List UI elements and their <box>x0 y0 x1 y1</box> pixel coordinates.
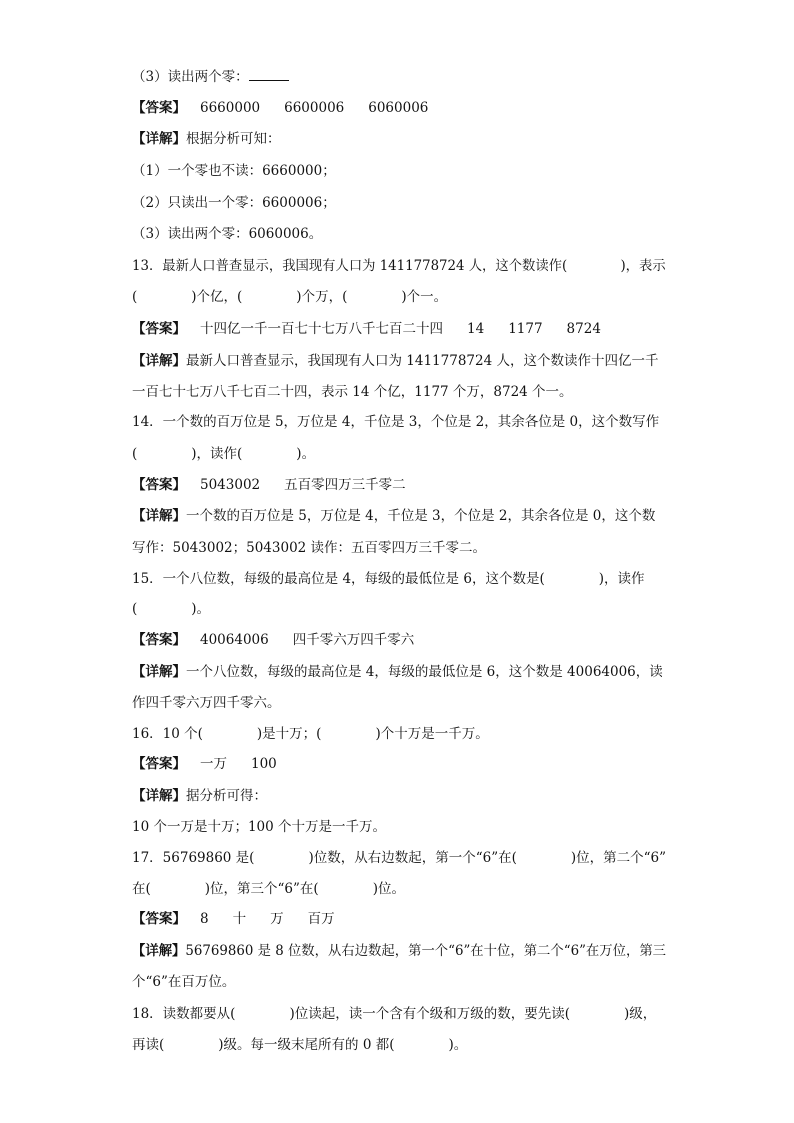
q15-question: 15．一个八位数，每级的最高位是 4，每级的最低位是 6，这个数是( )，读作 <box>132 571 645 587</box>
q13-question: 13．最新人口普查显示，我国现有人口为 1411778724 人，这个数读作( )，表示 <box>132 258 666 274</box>
q17-question-cont: 在( )位，第三个“6”在( )位。 <box>132 881 405 897</box>
answer-value: 6660000 <box>200 100 261 116</box>
answer-blank[interactable] <box>249 68 289 81</box>
answer-value: 6060006 <box>368 100 429 116</box>
answer-label: 【答案】 <box>132 321 186 337</box>
q12-detail-line: （2）只读出一个零：6600006； <box>132 195 336 211</box>
q12-detail-line: （3）读出两个零：6060006。 <box>132 226 323 242</box>
answer-value: 5043002 <box>200 477 261 493</box>
q13-question-cont: ( )个亿，( )个万，( )个一。 <box>132 289 448 305</box>
q12-answer <box>132 100 428 116</box>
q15-detail: 【详解】一个八位数，每级的最高位是 4，每级的最低位是 6，这个数是 40064006，读 <box>132 664 663 680</box>
q14-answer <box>132 477 406 493</box>
detail-label: 【详解】 <box>132 508 186 524</box>
answer-label: 【答案】 <box>132 100 186 116</box>
q13-detail-cont: 一百七十七万八千七百二十四，表示 14 个亿，1177 个万，8724 个一。 <box>132 384 573 400</box>
q14-question: 14．一个数的百万位是 5，万位是 4，千位是 3，个位是 2，其余各位是 0，这个数写作 <box>132 414 660 430</box>
q17-detail: 【详解】56769860 是 8 位数，从右边数起，第一个“6”在十位，第二个“6”在万位，第三 <box>132 943 667 959</box>
q18-question: 18．读数都要从( )位读起，读一个含有个级和万级的数，要先读( )级， <box>132 1006 657 1022</box>
q15-answer <box>132 632 414 648</box>
answer-value: 8 <box>200 911 209 927</box>
q14-detail-cont: 写作：5043002；5043002 读作：五百零四万三千零二。 <box>132 540 487 556</box>
detail-label: 【详解】 <box>132 131 186 147</box>
answer-value: 十 <box>232 911 247 927</box>
q17-detail-cont: 个“6”在百万位。 <box>132 974 236 990</box>
q13-detail: 【详解】最新人口普查显示，我国现有人口为 1411778724 人，这个数读作十四亿一千 <box>132 353 659 369</box>
q17-question: 17．56769860 是( )位数，从右边数起，第一个“6”在( )位，第二个“6” <box>132 850 667 866</box>
answer-label: 【答案】 <box>132 911 186 927</box>
answer-value: 一万 <box>200 756 227 772</box>
answer-label: 【答案】 <box>132 477 186 493</box>
q12-sub3-prompt: （3）读出两个零： <box>132 68 289 85</box>
q14-question-cont: ( )，读作( )。 <box>132 446 316 462</box>
answer-value: 6600006 <box>284 100 345 116</box>
answer-value: 1177 <box>508 321 543 337</box>
answer-value: 40064006 <box>200 632 269 648</box>
q15-detail-cont: 作四千零六万四千零六。 <box>132 695 281 711</box>
q16-answer <box>132 756 277 772</box>
q12-detail: 【详解】根据分析可知： <box>132 131 281 147</box>
answer-value: 四千零六万四千零六 <box>292 632 415 648</box>
q16-detail-cont: 10 个一万是十万；100 个十万是一千万。 <box>132 819 387 835</box>
detail-label: 【详解】 <box>132 664 186 680</box>
q13-answer <box>132 321 601 337</box>
answer-value: 十四亿一千一百七十七万八千七百二十四 <box>200 321 443 337</box>
q15-question-cont: ( )。 <box>132 601 211 617</box>
answer-value: 五百零四万三千零二 <box>284 477 406 493</box>
detail-label: 【详解】 <box>132 353 186 369</box>
q16-detail: 【详解】据分析可得： <box>132 788 267 804</box>
q14-detail: 【详解】一个数的百万位是 5，万位是 4，千位是 3，个位是 2，其余各位是 0，这个数 <box>132 508 656 524</box>
answer-value: 100 <box>251 756 277 772</box>
answer-label: 【答案】 <box>132 632 186 648</box>
answer-value: 8724 <box>566 321 601 337</box>
detail-label: 【详解】 <box>132 943 186 959</box>
answer-value: 万 <box>270 911 284 927</box>
q18-question-cont: 再读( )级。每一级末尾所有的 0 都( )。 <box>132 1037 468 1053</box>
q16-question: 16．10 个( )是十万；( )个十万是一千万。 <box>132 726 489 742</box>
answer-label: 【答案】 <box>132 756 186 772</box>
detail-label: 【详解】 <box>132 788 186 804</box>
answer-value: 14 <box>467 321 485 337</box>
q17-answer <box>132 911 335 927</box>
q12-detail-line: （1）一个零也不读：6660000； <box>132 163 336 179</box>
answer-value: 百万 <box>307 911 335 927</box>
